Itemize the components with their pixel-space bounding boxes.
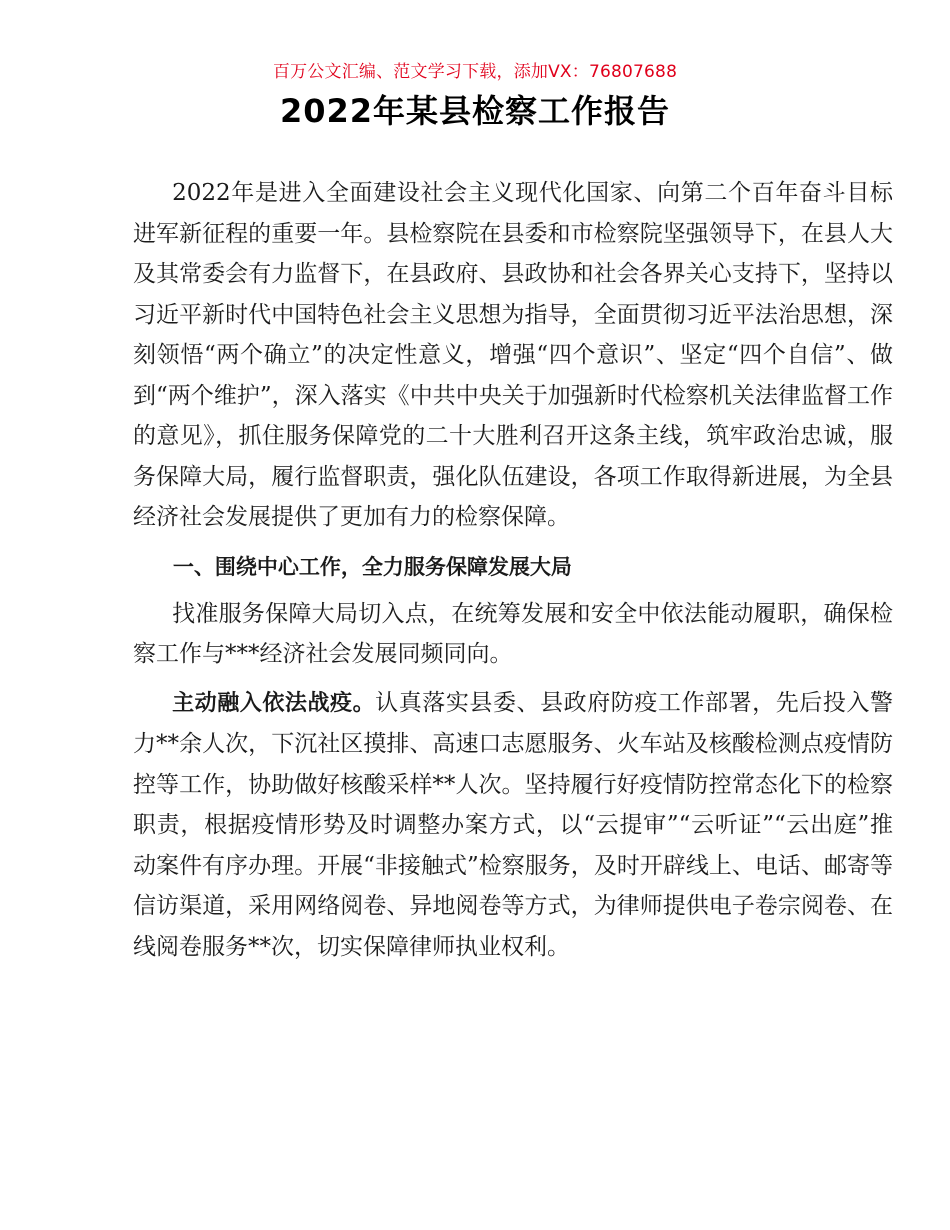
section-paragraph: 找准服务保障大局切入点，在统筹发展和安全中依法能动履职，确保检察工作与***经济社会发展同频同向。 (133, 600, 893, 667)
item-text: 认真落实县委、县政府防疫工作部署，先后投入警力**余人次，下沉社区摸排、高速口志愿服务、火车站及核酸检测点疫情防控等工作，协助做好核酸采样**人次。坚持履行好疫情防控常态化下的检察职责，根据疫情形势及时调整办案方式，以“云提审”“云听证”“云出庭”推动案件有序办理。开展“非接触式”检察服务，及时开辟线上、电话、邮寄等信访渠道，采用网络阅卷、异地阅卷等方式，为律师提供电子卷宗阅卷、在线阅卷服务**次，切实保障律师执业权利。 (133, 689, 893, 960)
intro-paragraph: 2022年是进入全面建设社会主义现代化国家、向第二个百年奋斗目标进军新征程的重要一年。县检察院在县委和市检察院坚强领导下，在县人大及其常委会有力监督下，在县政府、县政协和社会各界关心支持下，坚持以习近平新时代中国特色社会主义思想为指导，全面贯彻习近平法治思想，深刻领悟“两个确立”的决定性意义，增强“四个意识”、坚定“四个自信”、做到“两个维护”，深入落实《中共中央关于加强新时代检察机关法律监督工作的意见》，抓住服务保障党的二十大胜利召开这条主线，筑牢政治忠诚，服务保障大局，履行监督职责，强化队伍建设，各项工作取得新进展，为全县经济社会发展提供了更加有力的检察保障。 (133, 180, 893, 530)
watermark-banner: 百万公文汇编、范文学习下载，添加VX：76807688 (272, 62, 678, 82)
item-lead: 主动融入依法战疫。 (172, 690, 376, 716)
document-title: 2022年某县检察工作报告 (279, 92, 671, 130)
item-paragraph (133, 683, 893, 968)
section-heading: 一、围绕中心工作，全力服务保障发展大局 (172, 554, 572, 579)
document-body (133, 173, 893, 967)
